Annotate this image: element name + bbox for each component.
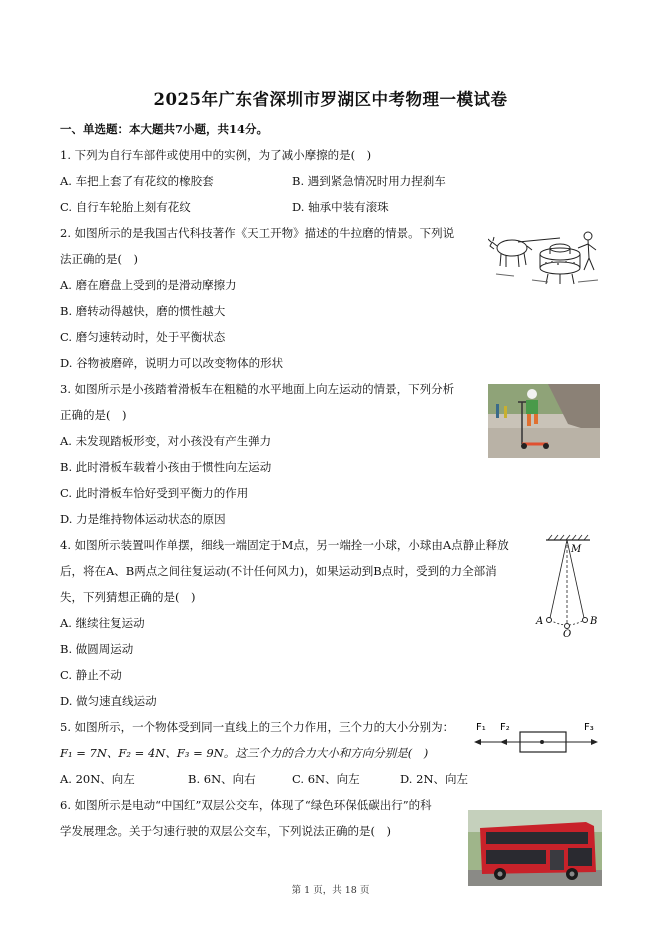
q6-stem-line1: 6. 如图所示是电动“中国红”双层公交车，体现了“绿色环保低碳出行”的科 [60, 798, 432, 812]
label-f2: F₂ [500, 722, 510, 733]
q2-stem-line2: 法正确的是( ) [60, 252, 138, 266]
q2-option-c: C. 磨匀速转动时，处于平衡状态 [60, 330, 226, 344]
ox-millstone-illustration [488, 222, 600, 288]
label-m: M [571, 544, 582, 555]
pendulum-diagram [528, 534, 606, 638]
label-b: B [590, 616, 598, 627]
q5-option-d: D. 2N、向左 [400, 772, 469, 786]
q5-option-c: C. 6N、向左 [292, 772, 360, 786]
paper-title: 2025年广东省深圳市罗湖区中考物理一模试卷 [153, 90, 508, 109]
q3-stem-line1: 3. 如图所示是小孩踏着滑板车在粗糙的水平地面上向左运动的情景，下列分析 [60, 382, 455, 396]
q4-option-b: B. 做圆周运动 [60, 642, 134, 656]
force-diagram [472, 718, 602, 762]
q1-option-b: B. 遇到紧急情况时用力捏刹车 [292, 174, 446, 188]
q6-stem-line2: 学发展理念。关于匀速行驶的双层公交车，下列说法正确的是( ) [60, 824, 391, 838]
q4-stem-line3: 失，下列猜想正确的是( ) [60, 590, 196, 604]
q4-option-c: C. 静止不动 [60, 668, 122, 682]
q2-option-a: A. 磨在磨盘上受到的是滑动摩擦力 [60, 278, 237, 292]
q4-option-d: D. 做匀速直线运动 [60, 694, 157, 708]
section-heading: 一、单选题：本大题共7小题，共14分。 [60, 122, 269, 136]
label-f1: F₁ [476, 722, 486, 733]
double-decker-bus-photo [468, 810, 602, 886]
q2-stem-line1: 2. 如图所示的是我国古代科技著作《天工开物》描述的牛拉磨的情景。下列说 [60, 226, 455, 240]
q3-option-d: D. 力是维持物体运动状态的原因 [60, 512, 226, 526]
q1-option-c: C. 自行车轮胎上刻有花纹 [60, 200, 191, 214]
q1-option-a: A. 车把上套了有花纹的橡胶套 [60, 174, 214, 188]
q3-option-a: A. 未发现踏板形变，对小孩没有产生弹力 [60, 434, 272, 448]
label-f3: F₃ [584, 722, 594, 733]
q3-option-c: C. 此时滑板车恰好受到平衡力的作用 [60, 486, 249, 500]
label-a: A [536, 616, 544, 627]
q5-stem-line2: F₁ = 7N、F₂ = 4N、F₃ = 9N。这三个力的合力大小和方向分别是( ) [60, 746, 429, 760]
q4-stem-line2: 后，将在A、B两点之间往复运动(不计任何风力)，如果运动到B点时，受到的力全部消 [60, 564, 497, 578]
child-scooter-photo [488, 384, 600, 458]
page-footer: 第 1 页，共 18 页 [291, 885, 370, 896]
q5-option-b: B. 6N、向右 [188, 772, 256, 786]
q5-option-a: A. 20N、向左 [60, 772, 135, 786]
q4-option-a: A. 继续往复运动 [60, 616, 145, 630]
q5-stem-line1: 5. 如图所示，一个物体受到同一直线上的三个力作用，三个力的大小分别为： [60, 720, 455, 734]
q3-option-b: B. 此时滑板车载着小孩由于惯性向左运动 [60, 460, 272, 474]
q3-stem-line2: 正确的是( ) [60, 408, 127, 422]
q4-stem-line1: 4. 如图所示装置叫作单摆，细线一端固定于M点，另一端拴一小球，小球由A点静止释放 [60, 538, 509, 552]
q2-option-d: D. 谷物被磨碎，说明力可以改变物体的形状 [60, 356, 284, 370]
q1-option-d: D. 轴承中装有滚珠 [292, 200, 389, 214]
label-o: O [563, 629, 572, 638]
q1-stem: 1. 下列为自行车部件或使用中的实例，为了减小摩擦的是( ) [60, 148, 372, 162]
q2-option-b: B. 磨转动得越快，磨的惯性越大 [60, 304, 226, 318]
